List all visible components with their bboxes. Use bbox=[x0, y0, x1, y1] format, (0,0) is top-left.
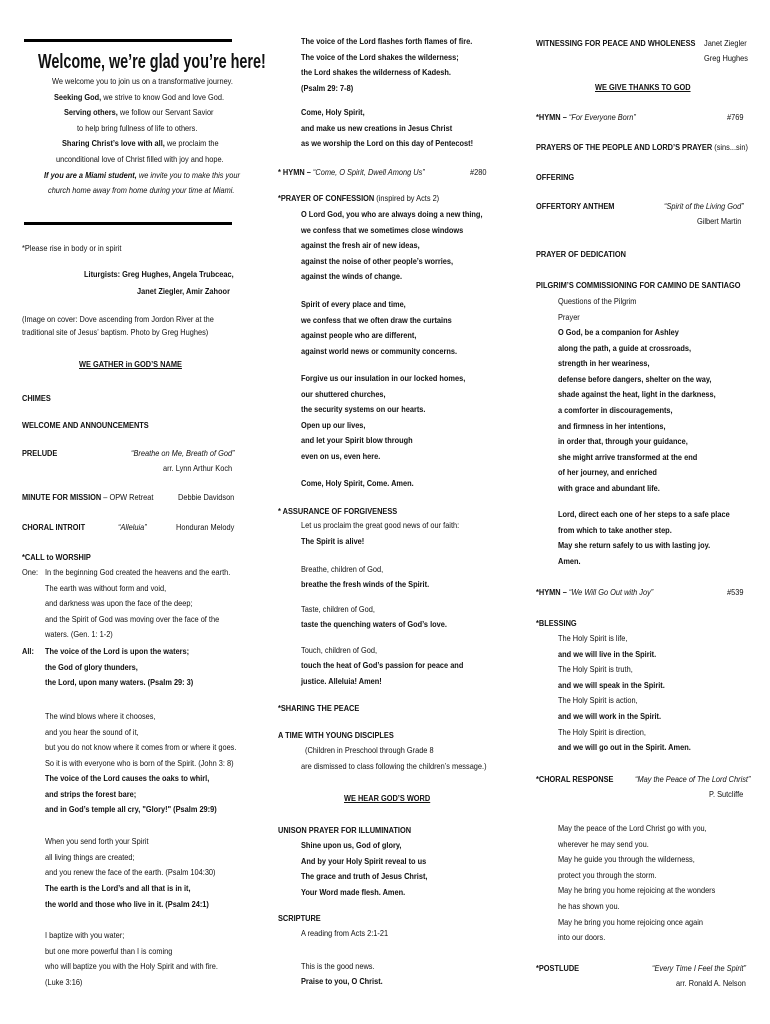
welcome-line: Sharing Christ’s love with all, we proclaim the bbox=[62, 138, 219, 149]
baptize-line: (Luke 3:16) bbox=[45, 976, 83, 987]
confession-line: Forgive us our insulation in our locked homes, bbox=[301, 373, 466, 383]
liturgists-line-2: Janet Ziegler, Amir Zahoor bbox=[137, 286, 230, 296]
touch-1: Touch, children of God, bbox=[301, 645, 378, 655]
welcome-announcements: WELCOME AND ANNOUNCEMENTS bbox=[22, 420, 149, 430]
choral-response-line: he has shown you. bbox=[558, 901, 620, 911]
young-disciples-heading: A TIME WITH YOUNG DISCIPLES bbox=[278, 730, 394, 740]
young-disciples-1: (Children in Preschool through Grade 8 bbox=[305, 745, 434, 755]
gather-heading: WE GATHER in GOD’S NAME bbox=[79, 359, 182, 369]
blessing-line: The Holy Spirit is life, bbox=[558, 633, 628, 643]
minute-presenter: Debbie Davidson bbox=[178, 492, 235, 502]
call-all-line: the God of glory thunders, bbox=[45, 661, 138, 672]
confession-line: against people who are different, bbox=[301, 330, 417, 341]
call-one-line: The earth was without form and void, bbox=[45, 582, 167, 593]
commissioning-prayer-line: O God, be a companion for Ashley bbox=[558, 327, 679, 337]
postlude-title: “Every Time I Feel the Spirit” bbox=[652, 963, 746, 973]
commissioning-prayer-line: shade against the heat, light in the darkness, bbox=[558, 389, 716, 400]
confession-line: even on us, even here. bbox=[301, 451, 381, 461]
hymn-280: * HYMN – “Come, O Spirit, Dwell Among Us” bbox=[278, 167, 425, 177]
commissioning-prayer-line: she might arrive transformed at the end bbox=[558, 451, 698, 462]
confession-line: we confess that we often draw the curtains bbox=[301, 314, 452, 325]
welcome-line: to help bring fullness of life to others. bbox=[77, 122, 198, 133]
call-one-line: In the beginning God created the heavens and the earth. bbox=[45, 567, 231, 577]
call-one-line: and the Spirit of God was moving over the face of the bbox=[45, 613, 220, 624]
blessing-line: The Holy Spirit is action, bbox=[558, 695, 638, 706]
witnessing-label: WITNESSING FOR PEACE AND WHOLENESS bbox=[536, 38, 696, 48]
commissioning-blessing-line: May she return safely to us with lasting joy. bbox=[558, 540, 711, 551]
wind-line: So it is with everyone who is born of the Spirit. (John 3: 8) bbox=[45, 757, 234, 768]
postlude-arranger: arr. Ronald A. Nelson bbox=[676, 978, 746, 988]
call-all-label: All: bbox=[22, 646, 34, 656]
good-news-2: Praise to you, O Christ. bbox=[301, 976, 383, 986]
confession-line: against the winds of change. bbox=[301, 271, 403, 282]
blessing-heading: *BLESSING bbox=[536, 618, 577, 628]
prelude-title: “Breathe on Me, Breath of God” bbox=[131, 448, 235, 458]
send-line: and you renew the face of the earth. (Psalm 104:30) bbox=[45, 867, 216, 878]
offertory-anthem-label: OFFERTORY ANTHEM bbox=[536, 201, 615, 211]
cover-caption-2: traditional site of Jesus’ baptism. Photo by Greg Hughes) bbox=[22, 327, 209, 337]
confession-line: against the fresh air of new ideas, bbox=[301, 240, 420, 251]
touch-3: justice. Alleluia! Amen! bbox=[301, 676, 382, 686]
prayer-of-dedication: PRAYER OF DEDICATION bbox=[536, 249, 626, 259]
commissioning-prayer-line: in order that, through your guidance, bbox=[558, 436, 688, 447]
confession-line: Spirit of every place and time, bbox=[301, 299, 406, 309]
baptize-line: who will baptize you with the Holy Spirit and with fire. bbox=[45, 961, 218, 972]
hymn-539: *HYMN – “We Will Go Out with Joy” bbox=[536, 587, 654, 597]
rise-note: *Please rise in body or in spirit bbox=[22, 243, 122, 253]
anthem-title: “Spirit of the Living God” bbox=[664, 201, 744, 211]
postlude-label: *POSTLUDE bbox=[536, 963, 580, 973]
wind-line: but you do not know where it comes from or where it goes. bbox=[45, 742, 237, 753]
confession-heading: *PRAYER OF CONFESSION (inspired by Acts 2) bbox=[278, 193, 440, 203]
blessing-line: and we will speak in the Spirit. bbox=[558, 679, 665, 690]
send-line: all living things are created; bbox=[45, 851, 135, 862]
offering: OFFERING bbox=[536, 172, 575, 182]
choral-introit-label: CHORAL INTROIT bbox=[22, 522, 86, 532]
blessing-line: The Holy Spirit is direction, bbox=[558, 726, 646, 737]
call-all-line: The voice of the Lord is upon the waters; bbox=[45, 646, 190, 656]
commissioning-prayer-line: with grace and abundant life. bbox=[558, 483, 660, 493]
wind-bold-line: and strips the forest bare; bbox=[45, 788, 137, 799]
send-bold-line: the world and those who live in it. (Psalm 24:1) bbox=[45, 898, 209, 909]
blessing-line: The Holy Spirit is truth, bbox=[558, 664, 633, 675]
cover-caption-1: (Image on cover: Dove ascending from Jordon River at the bbox=[22, 314, 214, 324]
assurance-2: The Spirit is alive! bbox=[301, 536, 365, 546]
introit-title: “Alleluia” bbox=[118, 522, 147, 532]
welcome-top-rule bbox=[24, 39, 232, 42]
choral-response-line: May he bring you home rejoicing at the wonders bbox=[558, 885, 716, 896]
thanks-heading: WE GIVE THANKS TO GOD bbox=[595, 82, 691, 92]
confession-line: our shuttered churches, bbox=[301, 388, 386, 399]
prelude-label: PRELUDE bbox=[22, 448, 58, 458]
blessing-line: and we will live in the Spirit. bbox=[558, 648, 657, 659]
call-to-worship-heading: *CALL to WORSHIP bbox=[22, 552, 91, 562]
welcome-line: If you are a Miami student, we invite you to make this your bbox=[44, 169, 240, 180]
prayers-of-the-people: PRAYERS OF THE PEOPLE AND LORD’S PRAYER (sins...sin) bbox=[536, 142, 748, 152]
choral-response-line: May he guide you through the wilderness, bbox=[558, 854, 695, 865]
anthem-composer: Gilbert Martin bbox=[697, 216, 742, 226]
call-one-line: and darkness was upon the face of the deep; bbox=[45, 598, 193, 609]
commissioning-step: Prayer bbox=[558, 311, 580, 322]
choral-response-line: May the peace of the Lord Christ go with you, bbox=[558, 823, 707, 833]
call-one-label: One: bbox=[22, 567, 39, 577]
choral-response-title: “May the Peace of The Lord Christ” bbox=[635, 774, 751, 784]
scripture-label: SCRIPTURE bbox=[278, 913, 321, 923]
call-one-line: waters. (Gen. 1: 1-2) bbox=[45, 629, 113, 640]
commissioning-prayer-line: of her journey, and enriched bbox=[558, 467, 657, 478]
confession-line: Open up our lives, bbox=[301, 419, 366, 430]
sharing-the-peace: *SHARING THE PEACE bbox=[278, 703, 360, 713]
welcome-line: We welcome you to join us on a transformative journey. bbox=[52, 76, 233, 86]
witness-name-2: Greg Hughes bbox=[704, 53, 748, 63]
wind-bold-line: and in God’s temple all cry, "Glory!" (Psalm 29:9) bbox=[45, 804, 217, 815]
send-line: When you send forth your Spirit bbox=[45, 836, 149, 846]
introit-source: Honduran Melody bbox=[176, 522, 235, 532]
hymn-280-number: #280 bbox=[470, 167, 487, 177]
voice-line: the Lord shakes the wilderness of Kadesh. bbox=[301, 67, 451, 78]
wind-line: and you hear the sound of it, bbox=[45, 726, 139, 737]
come-line: Come, Holy Spirit, bbox=[301, 107, 365, 117]
unison-heading: UNISON PRAYER FOR ILLUMINATION bbox=[278, 825, 412, 835]
choral-response-label: *CHORAL RESPONSE bbox=[536, 774, 614, 784]
assurance-heading: * ASSURANCE OF FORGIVENESS bbox=[278, 506, 398, 516]
welcome-line: Seeking God, we strive to know God and love God. bbox=[54, 91, 225, 102]
choral-response-line: May he bring you home rejoicing once again bbox=[558, 916, 704, 927]
unison-line: Your Word made flesh. Amen. bbox=[301, 886, 406, 897]
commissioning-prayer-line: along the path, a guide at crossroads, bbox=[558, 342, 692, 353]
voice-line: The voice of the Lord flashes forth flames of fire. bbox=[301, 36, 473, 46]
come-line: and make us new creations in Jesus Christ bbox=[301, 122, 453, 133]
confession-line: against the noise of other people’s worries, bbox=[301, 255, 454, 266]
good-news-1: This is the good news. bbox=[301, 961, 375, 971]
welcome-line: church home away from home during your time at Miami. bbox=[48, 185, 235, 196]
taste-1: Taste, children of God, bbox=[301, 604, 375, 614]
baptize-line: but one more powerful than I is coming bbox=[45, 945, 173, 956]
prelude-arranger: arr. Lynn Arthur Koch bbox=[163, 463, 233, 473]
commissioning-heading: PILGRIM’S COMMISSIONING FOR CAMINO DE SANTIAGO bbox=[536, 280, 741, 290]
choral-response-line: protect you through the storm. bbox=[558, 869, 657, 880]
wind-bold-line: The voice of the Lord causes the oaks to whirl, bbox=[45, 773, 210, 783]
commissioning-blessing-line: from which to take another step. bbox=[558, 524, 672, 535]
voice-line: (Psalm 29: 7-8) bbox=[301, 82, 354, 93]
commissioning-blessing-line: Amen. bbox=[558, 555, 581, 566]
choral-response-line: wherever he may send you. bbox=[558, 838, 649, 849]
touch-2: touch the heat of God’s passion for peace and bbox=[301, 660, 464, 670]
send-bold-line: The earth is the Lord’s and all that is in it, bbox=[45, 883, 191, 893]
commissioning-step: Questions of the Pilgrim bbox=[558, 296, 637, 306]
baptize-line: I baptize with you water; bbox=[45, 930, 125, 940]
assurance-1: Let us proclaim the great good news of our faith: bbox=[301, 520, 460, 530]
taste-2: taste the quenching waters of God’s love. bbox=[301, 619, 447, 629]
witness-name-1: Janet Ziegler bbox=[704, 38, 747, 48]
commissioning-prayer-line: defense before dangers, shelter on the way, bbox=[558, 373, 712, 384]
choral-response-line: into our doors. bbox=[558, 932, 606, 943]
welcome-line: Serving others, we follow our Servant Savior bbox=[64, 107, 214, 118]
confession-line: the security systems on our hearts. bbox=[301, 404, 426, 415]
voice-line: The voice of the Lord shakes the wilderness; bbox=[301, 51, 459, 62]
liturgists-line-1: Liturgists: Greg Hughes, Angela Trubceac, bbox=[84, 269, 234, 279]
come-line: as we worship the Lord on this day of Pentecost! bbox=[301, 138, 474, 149]
scripture-reference: A reading from Acts 2:1-21 bbox=[301, 928, 389, 938]
hymn-769-number: #769 bbox=[727, 112, 744, 122]
confession-line: we confess that we sometimes close windows bbox=[301, 224, 464, 235]
blessing-line: and we will go out in the Spirit. Amen. bbox=[558, 742, 691, 753]
welcome-line: unconditional love of Christ filled with joy and hope. bbox=[56, 154, 224, 164]
wind-line: The wind blows where it chooses, bbox=[45, 711, 156, 721]
commissioning-prayer-line: strength in her weariness, bbox=[558, 358, 650, 369]
confession-line: O Lord God, you who are always doing a new thing, bbox=[301, 209, 483, 219]
welcome-bottom-rule bbox=[24, 222, 232, 225]
unison-line: The grace and truth of Jesus Christ, bbox=[301, 871, 428, 882]
choral-response-composer: P. Sutcliffe bbox=[709, 789, 744, 799]
confession-line: and let your Spirit blow through bbox=[301, 435, 413, 446]
commissioning-blessing-line: Lord, direct each one of her steps to a safe place bbox=[558, 509, 730, 519]
breathe-2: breathe the fresh winds of the Spirit. bbox=[301, 579, 430, 589]
minute-for-mission: MINUTE FOR MISSION – OPW Retreat bbox=[22, 492, 154, 502]
confession-line: against world news or community concerns. bbox=[301, 345, 458, 356]
commissioning-prayer-line: and firmness in her intentions, bbox=[558, 420, 666, 431]
hear-heading: WE HEAR GOD’S WORD bbox=[344, 793, 431, 803]
welcome-title: Welcome, we’re glad you’re here! bbox=[38, 51, 266, 73]
unison-line: Shine upon us, God of glory, bbox=[301, 840, 402, 850]
unison-line: And by your Holy Spirit reveal to us bbox=[301, 855, 427, 866]
hymn-769: *HYMN – “For Everyone Born” bbox=[536, 112, 636, 122]
blessing-line: and we will work in the Spirit. bbox=[558, 711, 662, 721]
call-all-line: the Lord, upon many waters. (Psalm 29: 3) bbox=[45, 677, 194, 688]
young-disciples-2: are dismissed to class following the children’s message.) bbox=[301, 761, 487, 771]
commissioning-prayer-line: a comforter in discouragements, bbox=[558, 405, 673, 415]
chimes: CHIMES bbox=[22, 393, 51, 403]
breathe-1: Breathe, children of God, bbox=[301, 564, 384, 574]
confession-part-4: Come, Holy Spirit, Come. Amen. bbox=[301, 478, 414, 488]
hymn-539-number: #539 bbox=[727, 587, 744, 597]
